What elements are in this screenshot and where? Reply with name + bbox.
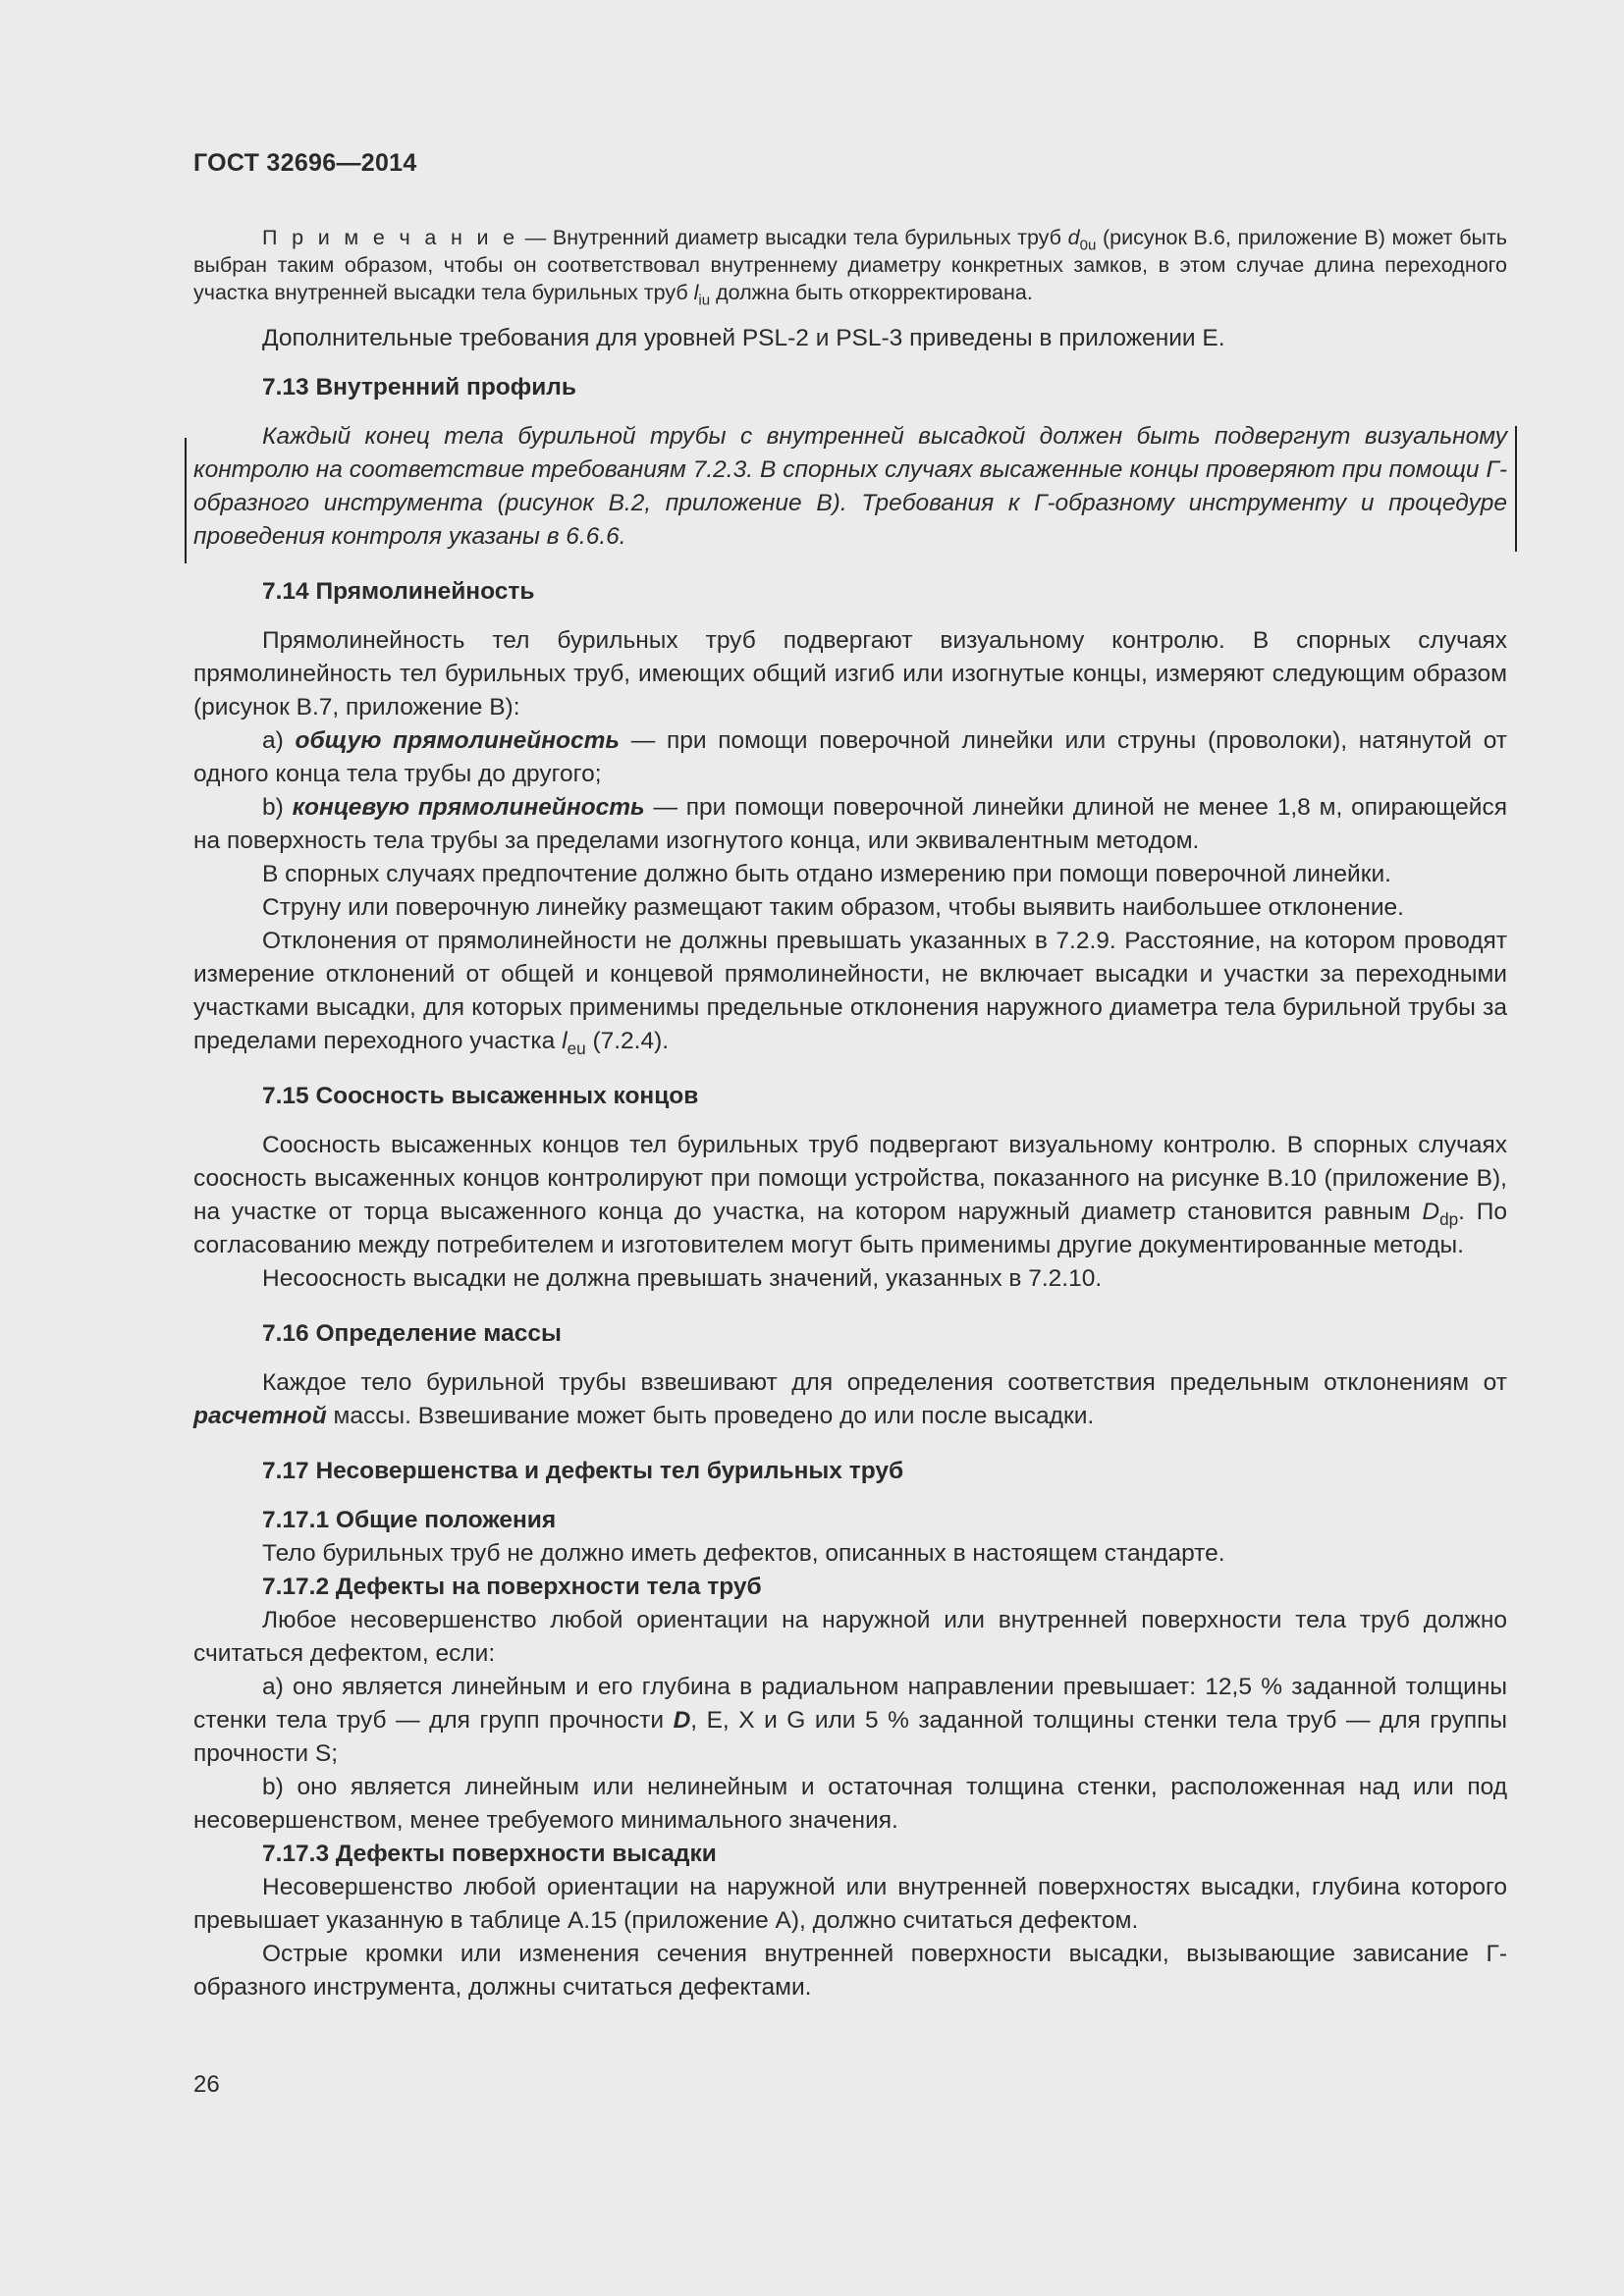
section-7-13-text: Каждый конец тела бурильной трубы с внутренней высадкой должен быть подвергнут визуальному контролю на соответствие требованиям 7.2.3. В спорных случаях высаженные концы проверяют при помощи Г-образного инструмента (рисунок В.2, приложение В). Требования к Г-образному инструменту и процедуре проведения контроля указаны в 6.6.6.: [193, 423, 1507, 550]
document-header: ГОСТ 32696—2014: [193, 149, 417, 177]
section-7-17-2-text: Любое несовершенство любой ориентации на наружной или внутренней поверхности тела труб должно считаться дефектом, если:: [193, 1607, 1507, 1667]
section-7-17-title: 7.17 Несовершенства и дефекты тел бурильных труб: [262, 1458, 904, 1484]
section-7-17-3-p1: Несовершенство любой ориентации на наружной или внутренней поверхностях высадки, глубина которого превышает указанную в таблице А.15 (приложение А), должно считаться дефектом.: [193, 1874, 1507, 1934]
section-7-16-p1: Каждое тело бурильной трубы взвешивают для определения соответствия предельным отклонениям от расчетной массы. Взвешивание может быть проведено до или после высадки.: [193, 1369, 1507, 1429]
note-paragraph: П р и м е ч а н и е — Внутренний диаметр высадки тела бурильных труб $d_{0u}$ (рисунок В.6, приложение В) может быть выбран таким образом, чтобы он соответствовал внутреннему диаметру конкретных замков, в этом случае длина переходного участка внутренней высадки тела бурильных труб $l_{iu}$ должна быть откорректирована.: [193, 226, 1508, 309]
psl-paragraph: Дополнительные требования для уровней PSL-2 и PSL-3 приведены в приложении Е.: [262, 325, 1225, 351]
change-bar-left: [185, 438, 187, 563]
section-7-17-2-title: 7.17.2 Дефекты на поверхности тела труб: [262, 1574, 762, 1600]
change-bar-right: [1515, 426, 1517, 552]
section-7-16-title: 7.16 Определение массы: [262, 1320, 562, 1347]
section-7-14-p4: Отклонения от прямолинейности не должны превышать указанных в 7.2.9. Расстояние, на котором проводят измерение отклонений от общей и концевой прямолинейности, не включает высадки и участки за переходными участками высадки, для которых применимы предельные отклонения наружного диаметра тела бурильной трубы за пределами переходного участка $l_{eu}$ (7.2.4).: [193, 928, 1507, 1058]
section-7-17-3-p2: Острые кромки или изменения сечения внутренней поверхности высадки, вызывающие зависание Г-образного инструмента, должны считаться дефектами.: [193, 1941, 1507, 2001]
section-7-14-item-b: b) концевую прямолинейность — при помощи поверочной линейки длиной не менее 1,8 м, опирающейся на поверхность тела трубы за пределами изогнутого конца, или эквивалентным методом.: [193, 794, 1507, 854]
note-block: [193, 224, 1508, 309]
section-7-17-1-text: Тело бурильных труб не должно иметь дефектов, описанных в настоящем стандарте.: [262, 1540, 1225, 1567]
note-label: П р и м е ч а н и е: [262, 226, 519, 249]
section-7-17-2-item-b: b) оно является линейным или нелинейным и остаточная толщина стенки, расположенная над или под несовершенством, менее требуемого минимального значения.: [193, 1774, 1507, 1834]
section-7-14-p2: В спорных случаях предпочтение должно быть отдано измерению при помощи поверочной линейки.: [262, 861, 1391, 887]
section-7-14-item-a: а) общую прямолинейность — при помощи поверочной линейки или струны (проволоки), натянутой от одного конца тела трубы до другого;: [193, 727, 1507, 787]
section-7-17-2-item-a: а) оно является линейным и его глубина в радиальном направлении превышает: 12,5 % заданной толщины стенки тела труб — для групп прочности D, Е, X и G или 5 % заданной толщины стенки тела труб — для группы прочности S;: [193, 1674, 1507, 1767]
section-7-15-p1: Соосность высаженных концов тел бурильных труб подвергают визуальному контролю. В спорных случаях соосность высаженных концов контролируют при помощи устройства, показанного на рисунке В.10 (приложение В), на участке от торца высаженного конца до участка, на котором наружный диаметр становится равным $D_{dp}$. По согласованию между потребителем и изготовителем могут быть применимы другие документированные методы.: [193, 1132, 1507, 1258]
section-7-17-1-title: 7.17.1 Общие положения: [262, 1507, 557, 1533]
section-7-15-title: 7.15 Соосность высаженных концов: [262, 1083, 699, 1109]
section-7-14-intro: Прямолинейность тел бурильных труб подвергают визуальному контролю. В спорных случаях прямолинейность тел бурильных труб, имеющих общий изгиб или изогнутые концы, измеряют следующим образом (рисунок В.7, приложение В):: [193, 627, 1507, 721]
section-7-13-title: 7.13 Внутренний профиль: [262, 374, 576, 400]
section-7-17-3-title: 7.17.3 Дефекты поверхности высадки: [262, 1841, 717, 1867]
document-body: [193, 224, 1507, 2004]
section-7-14-p3: Струну или поверочную линейку размещают таким образом, чтобы выявить наибольшее отклонение.: [262, 894, 1404, 921]
section-7-14-title: 7.14 Прямолинейность: [262, 578, 535, 605]
section-7-15-p2: Несоосность высадки не должна превышать значений, указанных в 7.2.10.: [262, 1265, 1103, 1292]
page-number: 26: [193, 2071, 220, 2098]
